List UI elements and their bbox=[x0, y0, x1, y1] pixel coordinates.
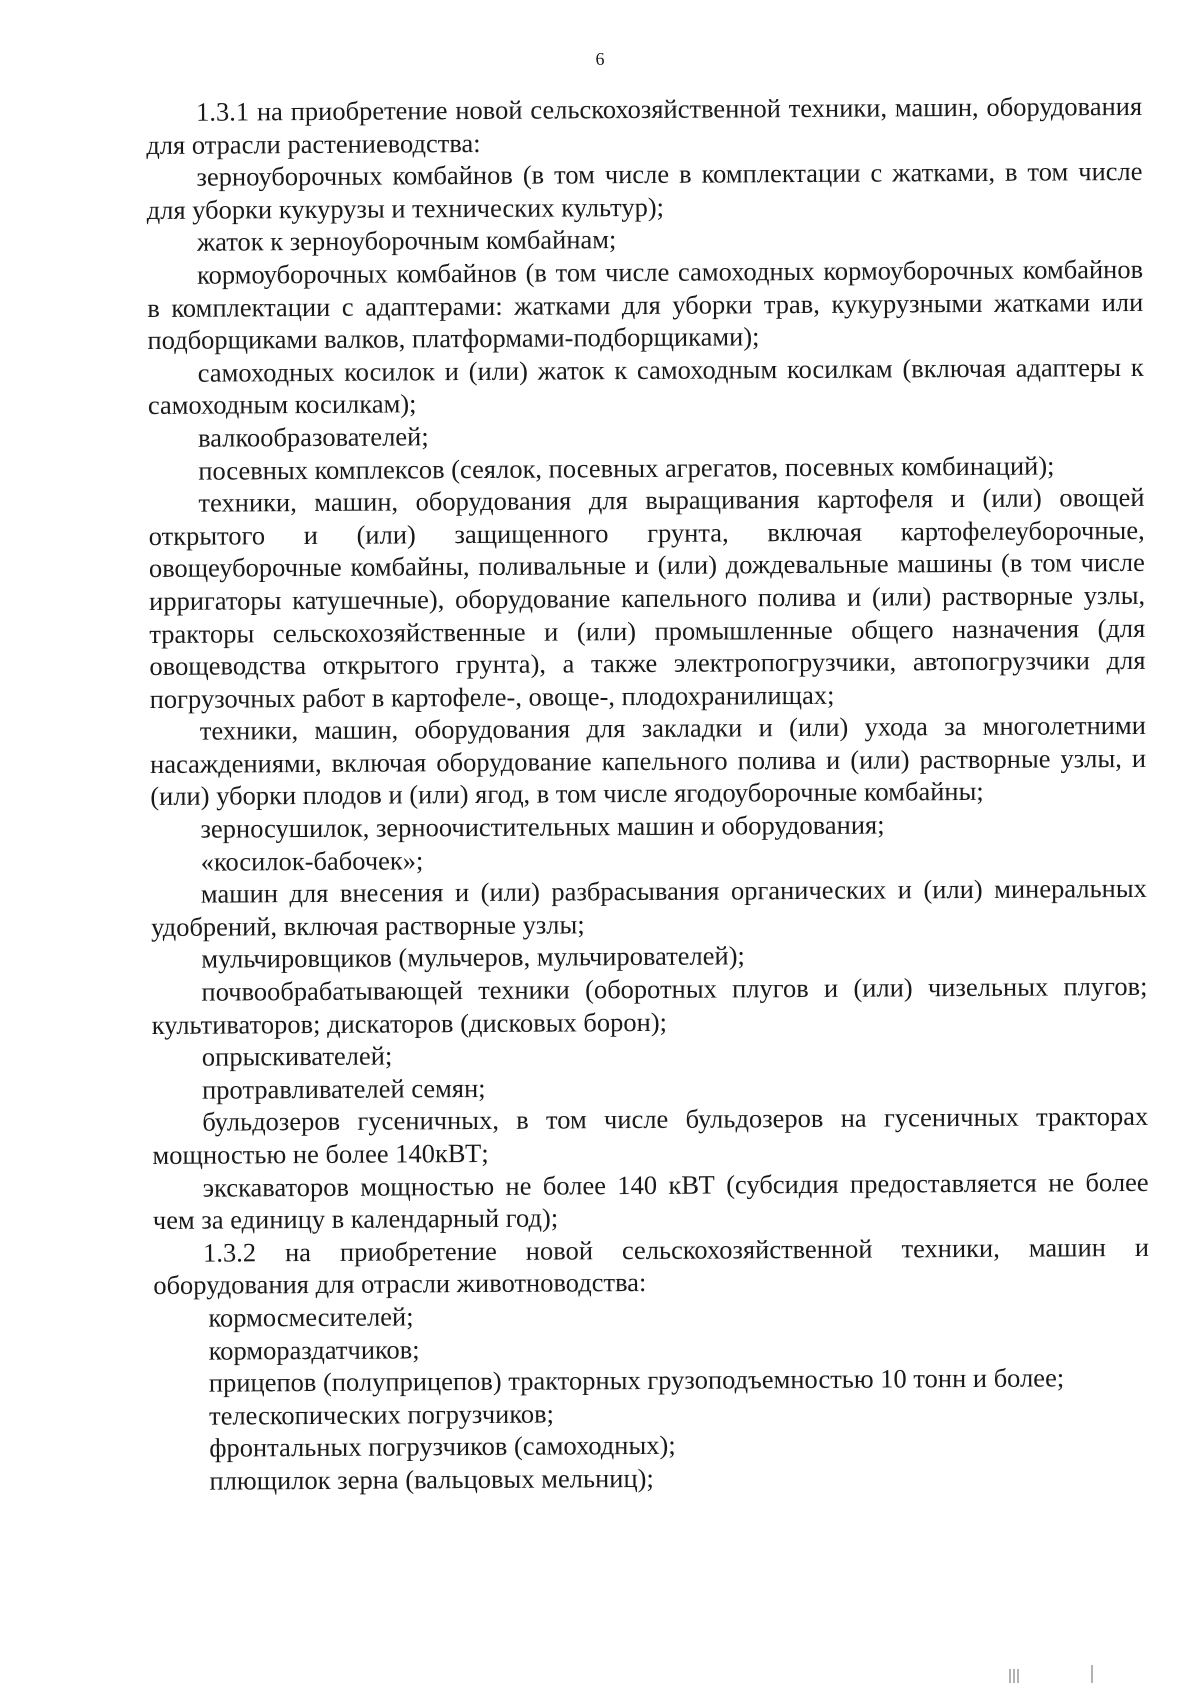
list-item: кормоуборочных комбайнов (в том числе самоходных кормоуборочных комбайнов в комплектации с адаптерами: жатками для уборки трав, кукурузными жатками или подборщиками валков, платформами-подборщиками); bbox=[147, 253, 1144, 356]
section-1-3-2-heading: 1.3.2 на приобретение новой сельскохозяйственной техники, машин и оборудования для отрасли животноводства: bbox=[153, 1231, 1150, 1301]
list-item: телескопических погрузчиков; bbox=[208, 1398, 555, 1431]
list-item: самоходных косилок и (или) жаток к самоходным косилкам (включая адаптеры к самоходным косилкам); bbox=[147, 351, 1144, 421]
list-item: техники, машин, оборудования для закладки и (или) ухода за многолетними насаждениями, включая оборудование капельного полива и (или) растворные узлы, и (или) уборки плодов и (или) ягод, в том числе ягодоуборочные комбайны; bbox=[149, 710, 1147, 812]
list-item: посевных комплексов (сеялок, посевных агрегатов, посевных комбинаций); bbox=[198, 449, 1055, 486]
list-item: мульчировщиков (мульчеров, мульчирователей); bbox=[201, 940, 745, 975]
list-item: зерноуборочных комбайнов (в том числе в комплектации с жатками, в том числе для уборки кукурузы и технических культур); bbox=[146, 156, 1143, 225]
list-item: жаток к зерноуборочным комбайнам; bbox=[196, 224, 617, 258]
scan-edge-marks bbox=[1000, 1665, 1140, 1689]
list-item: валкообразователей; bbox=[197, 421, 429, 453]
list-item: опрыскивателей; bbox=[201, 1040, 393, 1072]
document-body bbox=[146, 90, 1151, 1498]
list-item: машин для внесения и (или) разбрасывания органических и (или) минеральных удобрений, включая растворные узлы; bbox=[150, 873, 1147, 942]
list-item: «косилок-бабочек»; bbox=[200, 844, 424, 877]
list-item: протравливателей семян; bbox=[201, 1072, 486, 1105]
list-item: зерносушилок, зерноочистительных машин и оборудования; bbox=[200, 809, 885, 844]
section-1-3-1-heading: 1.3.1 на приобретение новой сельскохозяйственной техники, машин, оборудования для отрасли растениеводства: bbox=[146, 90, 1143, 160]
list-item: техники, машин, оборудования для выращивания картофеля и (или) овощей открытого и (или) защищенного грунта, включая картофелеуборочные, овощеуборочные комбайны, поливальные и (или) дождевальные машины (в том числе ирригаторы катушечные), оборудование капельного полива и (или) растворные узлы, тракторы сельскохозяйственные и (или) промышленные общего назначения (для овощеводства открытого грунта), а также электропогрузчики, автопогрузчики для погрузочных работ в картофеле-, овоще-, плодохранилищах; bbox=[148, 482, 1146, 714]
page-number: 6 bbox=[595, 49, 605, 69]
list-item: плющилок зерна (вальцовых мельниц); bbox=[209, 1462, 654, 1496]
list-item: кормосмесителей; bbox=[208, 1301, 414, 1333]
list-item: бульдозеров гусеничных, в том числе бульдозеров на гусеничных тракторах мощностью не более 140кВТ; bbox=[152, 1101, 1149, 1170]
list-item: экскаваторов мощностью не более 140 кВТ (субсидия предоставляется не более чем за единицу в календарный год); bbox=[152, 1166, 1149, 1236]
list-item: почвообрабатывающей техники (оборотных плугов и (или) чизельных плугов; культиваторов; дискаторов (дисковых борон); bbox=[151, 970, 1148, 1040]
list-item: кормораздатчиков; bbox=[208, 1333, 420, 1366]
list-item: фронтальных погрузчиков (самоходных); bbox=[209, 1430, 676, 1463]
scan-edge-marks-graphic bbox=[1000, 1665, 1140, 1685]
list-item: прицепов (полуприцепов) тракторных грузоподъемностью 10 тонн и более; bbox=[208, 1362, 1065, 1398]
